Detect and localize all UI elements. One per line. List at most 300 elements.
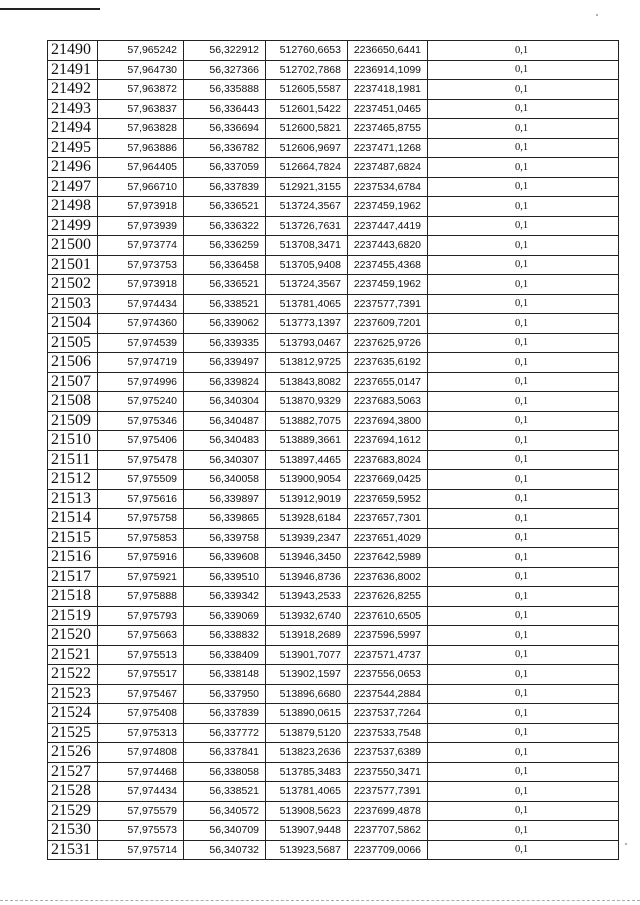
y-coordinate-cell: 2237418,1981 — [348, 80, 428, 100]
table-row — [48, 801, 619, 821]
table-row — [48, 275, 619, 295]
y-coordinate-cell: 2237537,7264 — [348, 704, 428, 724]
point-number-cell: 21498 — [48, 197, 98, 217]
table-row — [48, 60, 619, 80]
accuracy-cell: 0,1 — [428, 762, 619, 782]
longitude-cell: 56,337841 — [184, 743, 266, 763]
accuracy-cell: 0,1 — [428, 723, 619, 743]
y-coordinate-cell: 2237669,0425 — [348, 470, 428, 490]
x-coordinate-cell: 513901,7077 — [266, 645, 348, 665]
longitude-cell: 56,335888 — [184, 80, 266, 100]
y-coordinate-cell: 2237533,7548 — [348, 723, 428, 743]
point-number-cell: 21527 — [48, 762, 98, 782]
accuracy-cell: 0,1 — [428, 80, 619, 100]
y-coordinate-cell: 2237707,5862 — [348, 821, 428, 841]
point-number-cell: 21517 — [48, 567, 98, 587]
longitude-cell: 56,337772 — [184, 723, 266, 743]
longitude-cell: 56,340307 — [184, 450, 266, 470]
point-number-cell: 21520 — [48, 626, 98, 646]
table-row — [48, 392, 619, 412]
latitude-cell: 57,975408 — [98, 704, 184, 724]
point-number-cell: 21513 — [48, 489, 98, 509]
table-row — [48, 158, 619, 178]
latitude-cell: 57,975313 — [98, 723, 184, 743]
accuracy-cell: 0,1 — [428, 216, 619, 236]
latitude-cell: 57,965242 — [98, 41, 184, 61]
accuracy-cell: 0,1 — [428, 645, 619, 665]
table-row — [48, 528, 619, 548]
point-number-cell: 21525 — [48, 723, 98, 743]
longitude-cell: 56,340709 — [184, 821, 266, 841]
x-coordinate-cell: 512600,5821 — [266, 119, 348, 139]
x-coordinate-cell: 513908,5623 — [266, 801, 348, 821]
x-coordinate-cell: 513897,4465 — [266, 450, 348, 470]
point-number-cell: 21491 — [48, 60, 98, 80]
point-number-cell: 21514 — [48, 509, 98, 529]
longitude-cell: 56,336259 — [184, 236, 266, 256]
latitude-cell: 57,975921 — [98, 567, 184, 587]
scan-speck — [625, 843, 627, 845]
latitude-cell: 57,963837 — [98, 99, 184, 119]
longitude-cell: 56,340058 — [184, 470, 266, 490]
table-row — [48, 567, 619, 587]
point-number-cell: 21490 — [48, 41, 98, 61]
accuracy-cell: 0,1 — [428, 236, 619, 256]
table-row — [48, 782, 619, 802]
accuracy-cell: 0,1 — [428, 177, 619, 197]
x-coordinate-cell: 512702,7868 — [266, 60, 348, 80]
x-coordinate-cell: 513781,4065 — [266, 782, 348, 802]
latitude-cell: 57,975888 — [98, 587, 184, 607]
x-coordinate-cell: 513946,8736 — [266, 567, 348, 587]
accuracy-cell: 0,1 — [428, 606, 619, 626]
coordinates-table-body — [48, 41, 619, 860]
longitude-cell: 56,339497 — [184, 353, 266, 373]
y-coordinate-cell: 2237455,4368 — [348, 255, 428, 275]
point-number-cell: 21523 — [48, 684, 98, 704]
longitude-cell: 56,336443 — [184, 99, 266, 119]
latitude-cell: 57,975517 — [98, 665, 184, 685]
latitude-cell: 57,974996 — [98, 372, 184, 392]
y-coordinate-cell: 2237577,7391 — [348, 782, 428, 802]
latitude-cell: 57,975579 — [98, 801, 184, 821]
point-number-cell: 21510 — [48, 431, 98, 451]
point-number-cell: 21521 — [48, 645, 98, 665]
longitude-cell: 56,322912 — [184, 41, 266, 61]
latitude-cell: 57,964405 — [98, 158, 184, 178]
latitude-cell: 57,975406 — [98, 431, 184, 451]
point-number-cell: 21502 — [48, 275, 98, 295]
longitude-cell: 56,337839 — [184, 177, 266, 197]
accuracy-cell: 0,1 — [428, 801, 619, 821]
point-number-cell: 21503 — [48, 294, 98, 314]
y-coordinate-cell: 2237465,8755 — [348, 119, 428, 139]
latitude-cell: 57,963872 — [98, 80, 184, 100]
x-coordinate-cell: 513939,2347 — [266, 528, 348, 548]
accuracy-cell: 0,1 — [428, 314, 619, 334]
latitude-cell: 57,975346 — [98, 411, 184, 431]
latitude-cell: 57,966710 — [98, 177, 184, 197]
point-number-cell: 21531 — [48, 840, 98, 860]
table-row — [48, 177, 619, 197]
scan-speck — [596, 14, 598, 16]
x-coordinate-cell: 512921,3155 — [266, 177, 348, 197]
latitude-cell: 57,973939 — [98, 216, 184, 236]
longitude-cell: 56,336458 — [184, 255, 266, 275]
table-row — [48, 138, 619, 158]
table-row — [48, 333, 619, 353]
point-number-cell: 21500 — [48, 236, 98, 256]
accuracy-cell: 0,1 — [428, 431, 619, 451]
x-coordinate-cell: 513932,6740 — [266, 606, 348, 626]
accuracy-cell: 0,1 — [428, 587, 619, 607]
table-row — [48, 372, 619, 392]
accuracy-cell: 0,1 — [428, 353, 619, 373]
y-coordinate-cell: 2237556,0653 — [348, 665, 428, 685]
y-coordinate-cell: 2237657,7301 — [348, 509, 428, 529]
point-number-cell: 21506 — [48, 353, 98, 373]
table-row — [48, 470, 619, 490]
longitude-cell: 56,327366 — [184, 60, 266, 80]
y-coordinate-cell: 2237699,4878 — [348, 801, 428, 821]
accuracy-cell: 0,1 — [428, 119, 619, 139]
longitude-cell: 56,339510 — [184, 567, 266, 587]
accuracy-cell: 0,1 — [428, 158, 619, 178]
accuracy-cell: 0,1 — [428, 665, 619, 685]
point-number-cell: 21516 — [48, 548, 98, 568]
table-row — [48, 255, 619, 275]
accuracy-cell: 0,1 — [428, 684, 619, 704]
x-coordinate-cell: 513785,3483 — [266, 762, 348, 782]
x-coordinate-cell: 513724,3567 — [266, 197, 348, 217]
x-coordinate-cell: 513902,1597 — [266, 665, 348, 685]
table-row — [48, 450, 619, 470]
table-row — [48, 704, 619, 724]
x-coordinate-cell: 513882,7075 — [266, 411, 348, 431]
table-row — [48, 99, 619, 119]
point-number-cell: 21518 — [48, 587, 98, 607]
longitude-cell: 56,336694 — [184, 119, 266, 139]
x-coordinate-cell: 513889,3661 — [266, 431, 348, 451]
accuracy-cell: 0,1 — [428, 255, 619, 275]
accuracy-cell: 0,1 — [428, 60, 619, 80]
table-row — [48, 762, 619, 782]
longitude-cell: 56,339069 — [184, 606, 266, 626]
y-coordinate-cell: 2237537,6389 — [348, 743, 428, 763]
accuracy-cell: 0,1 — [428, 294, 619, 314]
latitude-cell: 57,973918 — [98, 197, 184, 217]
point-number-cell: 21501 — [48, 255, 98, 275]
table-row — [48, 840, 619, 860]
longitude-cell: 56,336782 — [184, 138, 266, 158]
latitude-cell: 57,963886 — [98, 138, 184, 158]
y-coordinate-cell: 2237635,6192 — [348, 353, 428, 373]
longitude-cell: 56,338832 — [184, 626, 266, 646]
latitude-cell: 57,963828 — [98, 119, 184, 139]
latitude-cell: 57,975478 — [98, 450, 184, 470]
table-row — [48, 548, 619, 568]
latitude-cell: 57,975853 — [98, 528, 184, 548]
point-number-cell: 21494 — [48, 119, 98, 139]
latitude-cell: 57,974434 — [98, 294, 184, 314]
coordinates-table — [47, 40, 619, 860]
accuracy-cell: 0,1 — [428, 626, 619, 646]
y-coordinate-cell: 2237683,5063 — [348, 392, 428, 412]
table-row — [48, 509, 619, 529]
latitude-cell: 57,975573 — [98, 821, 184, 841]
longitude-cell: 56,339608 — [184, 548, 266, 568]
point-number-cell: 21522 — [48, 665, 98, 685]
accuracy-cell: 0,1 — [428, 197, 619, 217]
x-coordinate-cell: 512601,5422 — [266, 99, 348, 119]
y-coordinate-cell: 2237625,9726 — [348, 333, 428, 353]
point-number-cell: 21496 — [48, 158, 98, 178]
y-coordinate-cell: 2237451,0465 — [348, 99, 428, 119]
accuracy-cell: 0,1 — [428, 99, 619, 119]
point-number-cell: 21508 — [48, 392, 98, 412]
x-coordinate-cell: 513781,4065 — [266, 294, 348, 314]
point-number-cell: 21524 — [48, 704, 98, 724]
table-row — [48, 294, 619, 314]
table-row — [48, 41, 619, 61]
table-row — [48, 197, 619, 217]
x-coordinate-cell: 513900,9054 — [266, 470, 348, 490]
longitude-cell: 56,340483 — [184, 431, 266, 451]
x-coordinate-cell: 513843,8082 — [266, 372, 348, 392]
latitude-cell: 57,974808 — [98, 743, 184, 763]
x-coordinate-cell: 513918,2689 — [266, 626, 348, 646]
table-row — [48, 314, 619, 334]
longitude-cell: 56,338521 — [184, 294, 266, 314]
point-number-cell: 21515 — [48, 528, 98, 548]
latitude-cell: 57,974539 — [98, 333, 184, 353]
y-coordinate-cell: 2237655,0147 — [348, 372, 428, 392]
x-coordinate-cell: 513923,5687 — [266, 840, 348, 860]
accuracy-cell: 0,1 — [428, 450, 619, 470]
latitude-cell: 57,974434 — [98, 782, 184, 802]
x-coordinate-cell: 512664,7824 — [266, 158, 348, 178]
longitude-cell: 56,337950 — [184, 684, 266, 704]
accuracy-cell: 0,1 — [428, 470, 619, 490]
table-row — [48, 411, 619, 431]
accuracy-cell: 0,1 — [428, 548, 619, 568]
point-number-cell: 21505 — [48, 333, 98, 353]
latitude-cell: 57,975467 — [98, 684, 184, 704]
y-coordinate-cell: 2237683,8024 — [348, 450, 428, 470]
y-coordinate-cell: 2237577,7391 — [348, 294, 428, 314]
longitude-cell: 56,339897 — [184, 489, 266, 509]
x-coordinate-cell: 513946,3450 — [266, 548, 348, 568]
point-number-cell: 21528 — [48, 782, 98, 802]
table-row — [48, 645, 619, 665]
table-row — [48, 587, 619, 607]
y-coordinate-cell: 2237443,6820 — [348, 236, 428, 256]
accuracy-cell: 0,1 — [428, 567, 619, 587]
table-row — [48, 216, 619, 236]
y-coordinate-cell: 2237571,4737 — [348, 645, 428, 665]
y-coordinate-cell: 2237550,3471 — [348, 762, 428, 782]
x-coordinate-cell: 513912,9019 — [266, 489, 348, 509]
point-number-cell: 21511 — [48, 450, 98, 470]
y-coordinate-cell: 2237596,5997 — [348, 626, 428, 646]
longitude-cell: 56,338058 — [184, 762, 266, 782]
latitude-cell: 57,974360 — [98, 314, 184, 334]
x-coordinate-cell: 513870,9329 — [266, 392, 348, 412]
table-row — [48, 353, 619, 373]
point-number-cell: 21507 — [48, 372, 98, 392]
y-coordinate-cell: 2237626,8255 — [348, 587, 428, 607]
x-coordinate-cell: 513928,6184 — [266, 509, 348, 529]
latitude-cell: 57,975616 — [98, 489, 184, 509]
y-coordinate-cell: 2237534,6784 — [348, 177, 428, 197]
table-row — [48, 626, 619, 646]
y-coordinate-cell: 2237609,7201 — [348, 314, 428, 334]
x-coordinate-cell: 513705,9408 — [266, 255, 348, 275]
longitude-cell: 56,336521 — [184, 197, 266, 217]
top-edge-rule — [0, 8, 100, 10]
longitude-cell: 56,338409 — [184, 645, 266, 665]
accuracy-cell: 0,1 — [428, 528, 619, 548]
y-coordinate-cell: 2237659,5952 — [348, 489, 428, 509]
y-coordinate-cell: 2237651,4029 — [348, 528, 428, 548]
accuracy-cell: 0,1 — [428, 509, 619, 529]
accuracy-cell: 0,1 — [428, 743, 619, 763]
latitude-cell: 57,975793 — [98, 606, 184, 626]
point-number-cell: 21497 — [48, 177, 98, 197]
table-row — [48, 236, 619, 256]
table-row — [48, 119, 619, 139]
x-coordinate-cell: 512605,5587 — [266, 80, 348, 100]
y-coordinate-cell: 2237694,3800 — [348, 411, 428, 431]
table-row — [48, 821, 619, 841]
y-coordinate-cell: 2237459,1962 — [348, 197, 428, 217]
longitude-cell: 56,336322 — [184, 216, 266, 236]
table-row — [48, 431, 619, 451]
latitude-cell: 57,964730 — [98, 60, 184, 80]
point-number-cell: 21499 — [48, 216, 98, 236]
accuracy-cell: 0,1 — [428, 704, 619, 724]
x-coordinate-cell: 512760,6653 — [266, 41, 348, 61]
x-coordinate-cell: 513890,0615 — [266, 704, 348, 724]
point-number-cell: 21495 — [48, 138, 98, 158]
x-coordinate-cell: 513879,5120 — [266, 723, 348, 743]
table-row — [48, 606, 619, 626]
x-coordinate-cell: 513793,0467 — [266, 333, 348, 353]
table-row — [48, 723, 619, 743]
x-coordinate-cell: 512606,9697 — [266, 138, 348, 158]
x-coordinate-cell: 513724,3567 — [266, 275, 348, 295]
y-coordinate-cell: 2237694,1612 — [348, 431, 428, 451]
longitude-cell: 56,337059 — [184, 158, 266, 178]
accuracy-cell: 0,1 — [428, 372, 619, 392]
latitude-cell: 57,974468 — [98, 762, 184, 782]
longitude-cell: 56,339758 — [184, 528, 266, 548]
y-coordinate-cell: 2236650,6441 — [348, 41, 428, 61]
longitude-cell: 56,340304 — [184, 392, 266, 412]
point-number-cell: 21509 — [48, 411, 98, 431]
y-coordinate-cell: 2237447,4419 — [348, 216, 428, 236]
table-row — [48, 743, 619, 763]
latitude-cell: 57,975758 — [98, 509, 184, 529]
y-coordinate-cell: 2237459,1962 — [348, 275, 428, 295]
latitude-cell: 57,975663 — [98, 626, 184, 646]
point-number-cell: 21530 — [48, 821, 98, 841]
point-number-cell: 21512 — [48, 470, 98, 490]
accuracy-cell: 0,1 — [428, 840, 619, 860]
x-coordinate-cell: 513812,9725 — [266, 353, 348, 373]
point-number-cell: 21526 — [48, 743, 98, 763]
accuracy-cell: 0,1 — [428, 275, 619, 295]
accuracy-cell: 0,1 — [428, 333, 619, 353]
x-coordinate-cell: 513896,6680 — [266, 684, 348, 704]
accuracy-cell: 0,1 — [428, 411, 619, 431]
latitude-cell: 57,973774 — [98, 236, 184, 256]
latitude-cell: 57,973918 — [98, 275, 184, 295]
x-coordinate-cell: 513708,3471 — [266, 236, 348, 256]
x-coordinate-cell: 513943,2533 — [266, 587, 348, 607]
y-coordinate-cell: 2237642,5989 — [348, 548, 428, 568]
point-number-cell: 21504 — [48, 314, 98, 334]
x-coordinate-cell: 513726,7631 — [266, 216, 348, 236]
latitude-cell: 57,974719 — [98, 353, 184, 373]
longitude-cell: 56,340487 — [184, 411, 266, 431]
longitude-cell: 56,339062 — [184, 314, 266, 334]
latitude-cell: 57,975509 — [98, 470, 184, 490]
latitude-cell: 57,973753 — [98, 255, 184, 275]
longitude-cell: 56,337839 — [184, 704, 266, 724]
point-number-cell: 21529 — [48, 801, 98, 821]
accuracy-cell: 0,1 — [428, 392, 619, 412]
longitude-cell: 56,340732 — [184, 840, 266, 860]
accuracy-cell: 0,1 — [428, 782, 619, 802]
y-coordinate-cell: 2237636,8002 — [348, 567, 428, 587]
longitude-cell: 56,338148 — [184, 665, 266, 685]
x-coordinate-cell: 513907,9448 — [266, 821, 348, 841]
latitude-cell: 57,975916 — [98, 548, 184, 568]
table-row — [48, 489, 619, 509]
x-coordinate-cell: 513823,2636 — [266, 743, 348, 763]
point-number-cell: 21492 — [48, 80, 98, 100]
y-coordinate-cell: 2237487,6824 — [348, 158, 428, 178]
longitude-cell: 56,336521 — [184, 275, 266, 295]
longitude-cell: 56,339865 — [184, 509, 266, 529]
y-coordinate-cell: 2237610,6505 — [348, 606, 428, 626]
longitude-cell: 56,340572 — [184, 801, 266, 821]
y-coordinate-cell: 2237544,2884 — [348, 684, 428, 704]
latitude-cell: 57,975714 — [98, 840, 184, 860]
longitude-cell: 56,339335 — [184, 333, 266, 353]
x-coordinate-cell: 513773,1397 — [266, 314, 348, 334]
bottom-edge-rule — [0, 900, 640, 901]
longitude-cell: 56,339342 — [184, 587, 266, 607]
accuracy-cell: 0,1 — [428, 138, 619, 158]
accuracy-cell: 0,1 — [428, 489, 619, 509]
y-coordinate-cell: 2237471,1268 — [348, 138, 428, 158]
latitude-cell: 57,975240 — [98, 392, 184, 412]
y-coordinate-cell: 2237709,0066 — [348, 840, 428, 860]
table-row — [48, 665, 619, 685]
latitude-cell: 57,975513 — [98, 645, 184, 665]
longitude-cell: 56,339824 — [184, 372, 266, 392]
table-row — [48, 80, 619, 100]
table-row — [48, 684, 619, 704]
longitude-cell: 56,338521 — [184, 782, 266, 802]
accuracy-cell: 0,1 — [428, 821, 619, 841]
accuracy-cell: 0,1 — [428, 41, 619, 61]
y-coordinate-cell: 2236914,1099 — [348, 60, 428, 80]
point-number-cell: 21493 — [48, 99, 98, 119]
point-number-cell: 21519 — [48, 606, 98, 626]
